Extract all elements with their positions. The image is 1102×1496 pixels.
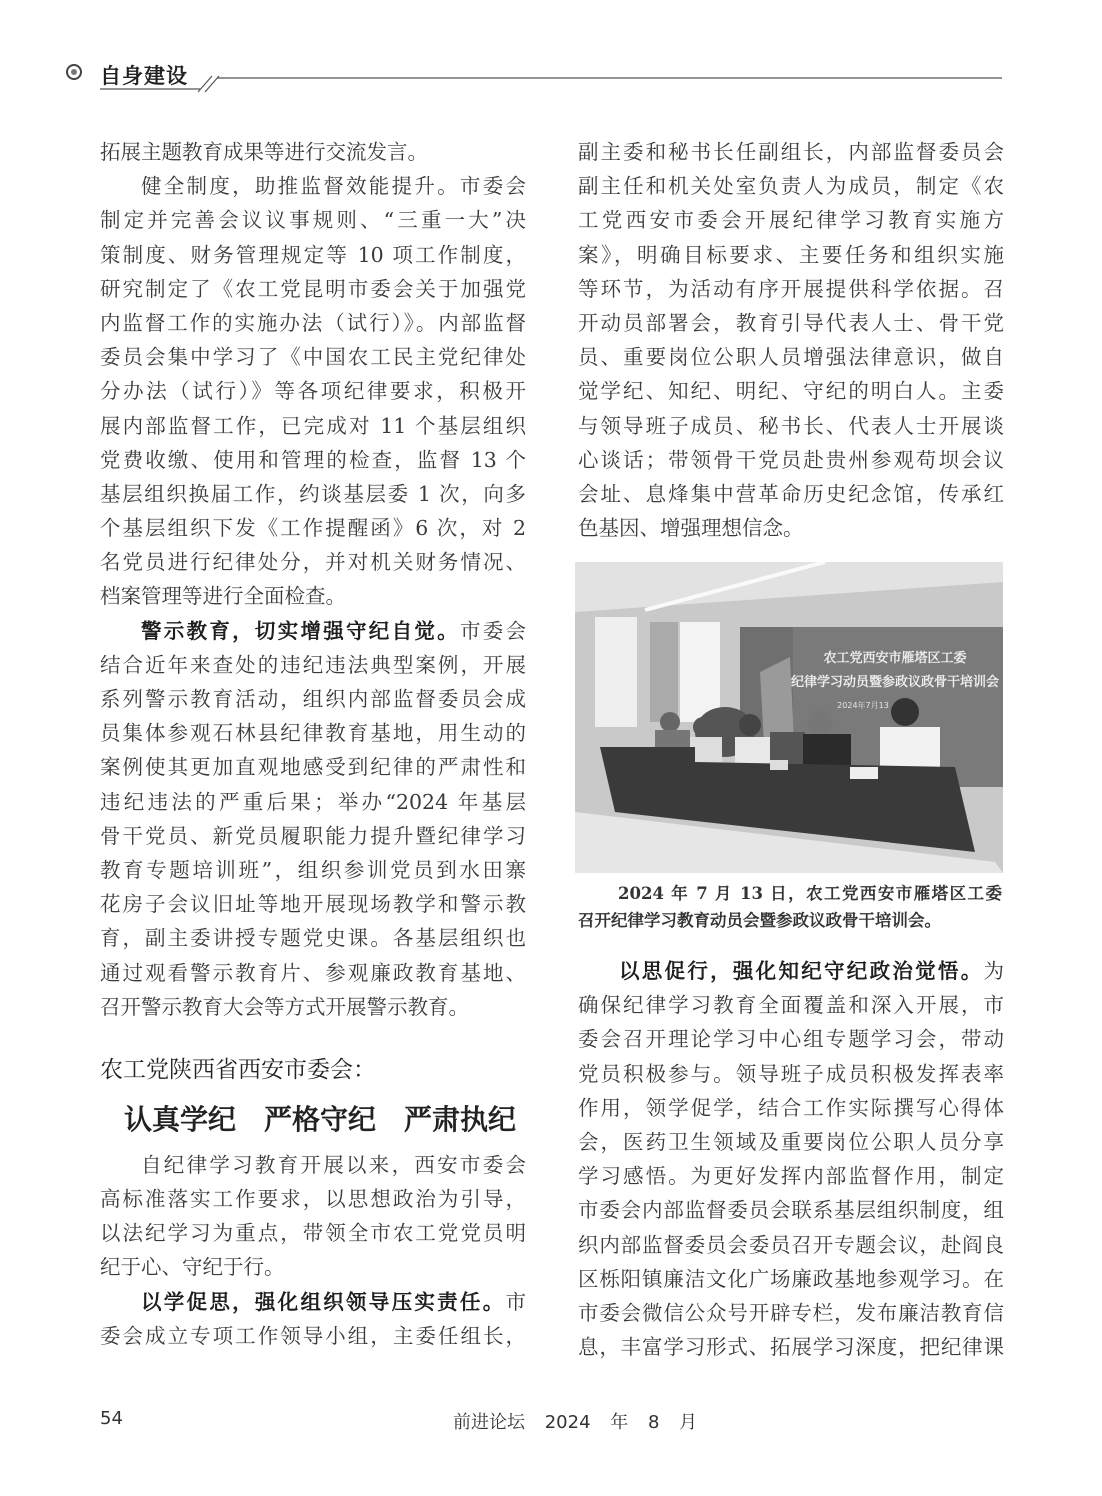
line-text: 研究制定了《农工党昆明市委会关于加强党 — [100, 276, 526, 301]
line-text: 市 — [505, 1289, 526, 1314]
paragraph — [100, 614, 526, 1024]
text-line — [100, 990, 526, 1024]
line-text: 委会成立专项工作领导小组，主委任组长， — [100, 1323, 526, 1348]
screen-date: 2024年7月13 — [837, 701, 889, 710]
text-line — [578, 1193, 1004, 1227]
line-text: 档案管理等进行全面检查。 — [100, 584, 346, 609]
text-line — [578, 477, 1004, 511]
screen-line-2: 纪律学习动员暨参政议政骨干培训会 — [790, 675, 1000, 690]
text-line — [100, 614, 526, 648]
text-line — [100, 306, 526, 340]
line-text: 结合近年来查处的违纪违法典型案例，开展 — [100, 652, 526, 677]
text-line — [100, 1285, 526, 1319]
text-line — [578, 1159, 1004, 1193]
text-line — [578, 1022, 1004, 1056]
text-line — [100, 956, 526, 990]
line-text: 召开警示教育大会等方式开展警示教育。 — [100, 994, 469, 1019]
issue-date: 2024 年 8 月 — [544, 1412, 698, 1433]
line-text: 学习感悟。为更好发挥内部监督作用，制定 — [578, 1164, 1004, 1189]
line-text: 确保纪律学习教育全面覆盖和深入开展，市 — [578, 993, 1004, 1018]
article-organization: 农工党陕西省西安市委会： — [100, 1056, 376, 1083]
line-text: 案例使其更加直观地感受到纪律的严肃性和 — [100, 755, 526, 780]
line-text: 会，医药卫生领域及重要岗位公职人员分享 — [578, 1129, 1004, 1154]
text-line — [100, 272, 526, 306]
line-text: 分办法（试行）》等各项纪律要求，积极开 — [100, 379, 526, 404]
paragraph-lead: 以学促思，强化组织领导压实责任。 — [141, 1289, 506, 1314]
text-line — [100, 545, 526, 579]
line-text: 以法纪学习为重点，带领全市农工党党员明 — [100, 1221, 526, 1246]
text-line — [578, 1228, 1004, 1262]
line-text: 纪于心、守纪于行。 — [100, 1255, 285, 1280]
line-text: 拓展主题教育成果等进行交流发言。 — [100, 140, 428, 164]
text-line — [100, 169, 526, 203]
paragraph-lead: 以思促行，强化知纪守纪政治觉悟。 — [619, 959, 984, 983]
line-text: 开动员部署会，教育引导代表人士、骨干党 — [578, 310, 1004, 335]
text-line — [100, 1148, 526, 1182]
paragraph — [578, 954, 1004, 1364]
publication-name: 前进论坛 — [453, 1412, 525, 1433]
line-text: 副主任和机关处室负责人为成员，制定《农 — [578, 174, 1004, 199]
line-text: 会址、息烽集中营革命历史纪念馆，传承红 — [578, 481, 1004, 506]
text-line — [100, 853, 526, 887]
article-title: 认真学纪 严格守纪 严肃执纪 — [124, 1102, 517, 1136]
line-text: 制定并完善会议议事规则、“三重一大”决 — [100, 208, 526, 233]
left-block-2 — [100, 1148, 526, 1353]
paragraph — [578, 135, 1004, 545]
line-text: 织内部监督委员会委员召开专题会议，赴阎良 — [578, 1232, 1004, 1257]
text-line — [578, 374, 1004, 408]
line-text: 骨干党员、新党员履职能力提升暨纪律学习 — [100, 823, 526, 848]
text-line — [100, 443, 526, 477]
text-line — [578, 340, 1004, 374]
text-line — [100, 238, 526, 272]
line-text: 个基层组织下发《工作提醒函》6 次，对 2 — [100, 516, 526, 541]
line-text: 息，丰富学习形式、拓展学习深度，把纪律课 — [578, 1335, 1004, 1360]
header-rule — [0, 0, 1102, 110]
line-text: 市委会 — [459, 618, 526, 643]
line-text: 案》，明确目标要求、主要任务和组织实施 — [578, 242, 1004, 267]
line-text: 觉学纪、知纪、明纪、守纪的明白人。主委 — [578, 379, 1004, 404]
text-line — [100, 477, 526, 511]
line-text: 策制度、财务管理规定等 10 项工作制度， — [100, 242, 526, 267]
line-text: 工党西安市委会开展纪律学习教育实施方 — [578, 208, 1004, 233]
text-line — [100, 374, 526, 408]
line-text: 自纪律学习教育开展以来，西安市委会 — [141, 1152, 526, 1177]
line-text: 高标准落实工作要求，以思想政治为引导， — [100, 1187, 526, 1212]
line-text: 教育专题培训班”，组织参训党员到水田寨 — [100, 857, 526, 882]
text-line — [578, 954, 1004, 988]
paragraph — [100, 1148, 526, 1285]
paragraph-lead: 警示教育，切实增强守纪自觉。 — [141, 618, 460, 643]
text-line — [578, 1057, 1004, 1091]
screen-line-1: 农工党西安市雁塔区工委 — [823, 651, 967, 666]
text-line — [100, 921, 526, 955]
line-text: 展内部监督工作，已完成对 11 个基层组织 — [100, 413, 526, 438]
text-line — [100, 785, 526, 819]
text-line — [578, 272, 1004, 306]
text-line — [100, 203, 526, 237]
text-line — [578, 1296, 1004, 1330]
text-line — [100, 716, 526, 750]
right-column-bottom — [578, 954, 1004, 1364]
line-text: 市委会内部监督委员会联系基层组织制度，组 — [578, 1198, 1004, 1223]
line-text: 区栎阳镇廉洁文化广场廉政基地参观学习。在 — [578, 1266, 1004, 1291]
text-line — [578, 203, 1004, 237]
text-line — [578, 988, 1004, 1022]
text-line — [578, 238, 1004, 272]
text-line — [100, 1250, 526, 1284]
text-line — [578, 1091, 1004, 1125]
line-text: 委会召开理论学习中心组专题学习会，带动 — [578, 1027, 1004, 1052]
line-text: 系列警示教育活动，组织内部监督委员会成 — [100, 687, 526, 711]
text-line — [100, 1216, 526, 1250]
line-text: 员集体参观石林县纪律教育基地，用生动的 — [100, 721, 526, 746]
text-line — [578, 1330, 1004, 1364]
caption-line: 2024 年 7 月 13 日，农工党西安市雁塔区工委 — [618, 884, 1002, 903]
text-line — [578, 511, 1004, 545]
line-text: 市委会微信公众号开辟专栏，发布廉洁教育信 — [578, 1300, 1004, 1325]
line-text: 党费收缴、使用和管理的检查，监督 13 个 — [100, 447, 526, 472]
caption-line: 召开纪律学习教育动员会暨参政议政骨干培训会。 — [578, 911, 941, 930]
paragraph — [100, 135, 526, 169]
text-line — [578, 409, 1004, 443]
text-line — [578, 443, 1004, 477]
text-line — [578, 1262, 1004, 1296]
line-text: 心谈话；带领骨干党员赴贵州参观苟坝会议 — [578, 447, 1004, 472]
line-text: 委员会集中学习了《中国农工民主党纪律处 — [100, 345, 526, 370]
line-text: 副主委和秘书长任副组长，内部监督委员会 — [578, 140, 1004, 164]
line-text: 基层组织换届工作，约谈基层委 1 次，向多 — [100, 481, 526, 506]
paragraph — [100, 1285, 526, 1353]
text-line — [578, 1125, 1004, 1159]
right-column-top — [578, 135, 1004, 545]
text-line — [100, 579, 526, 613]
text-line — [100, 135, 526, 169]
line-text: 等环节，为活动有序开展提供科学依据。召 — [578, 276, 1004, 301]
text-line — [578, 169, 1004, 203]
right-block-2 — [578, 954, 1004, 1364]
paragraph — [100, 169, 526, 613]
line-text: 党员积极参与。领导班子成员积极发挥表率 — [578, 1061, 1004, 1086]
right-block-1 — [578, 135, 1004, 545]
text-line — [100, 409, 526, 443]
line-text: 通过观看警示教育片、参观廉政教育基地、 — [100, 960, 526, 985]
left-column — [100, 135, 526, 1353]
line-text: 作用，领学促学，结合工作实际撰写心得体 — [578, 1095, 1004, 1120]
line-text: 健全制度，助推监督效能提升。市委会 — [141, 174, 526, 199]
line-text: 与领导班子成员、秘书长、代表人士开展谈 — [578, 413, 1004, 438]
page-number: 54 — [100, 1408, 123, 1429]
line-text: 员、重要岗位公职人员增强法律意识，做自 — [578, 345, 1004, 370]
text-line — [100, 682, 526, 716]
line-text: 色基因、增强理想信念。 — [578, 516, 804, 541]
line-text: 名党员进行纪律处分，并对机关财务情况、 — [100, 550, 526, 575]
section-title: 自身建设 — [100, 64, 188, 88]
footer-publication — [453, 1408, 697, 1434]
text-line — [100, 648, 526, 682]
text-line — [578, 135, 1004, 169]
meeting-photo — [575, 562, 1003, 873]
text-line — [100, 819, 526, 853]
line-text: 为 — [983, 959, 1004, 983]
text-line — [100, 750, 526, 784]
photo-caption — [578, 880, 1002, 934]
left-block-1 — [100, 135, 526, 1024]
line-text: 育，副主委讲授专题党史课。各基层组织也 — [100, 926, 526, 951]
text-line — [100, 887, 526, 921]
text-line — [100, 511, 526, 545]
text-line — [100, 1182, 526, 1216]
text-line — [100, 1319, 526, 1353]
text-line — [100, 340, 526, 374]
line-text: 违纪违法的严重后果；举办“2024 年基层 — [100, 789, 526, 814]
line-text: 内监督工作的实施办法（试行）》。内部监督 — [100, 310, 526, 335]
text-line — [578, 306, 1004, 340]
line-text: 花房子会议旧址等地开展现场教学和警示教 — [100, 892, 526, 917]
